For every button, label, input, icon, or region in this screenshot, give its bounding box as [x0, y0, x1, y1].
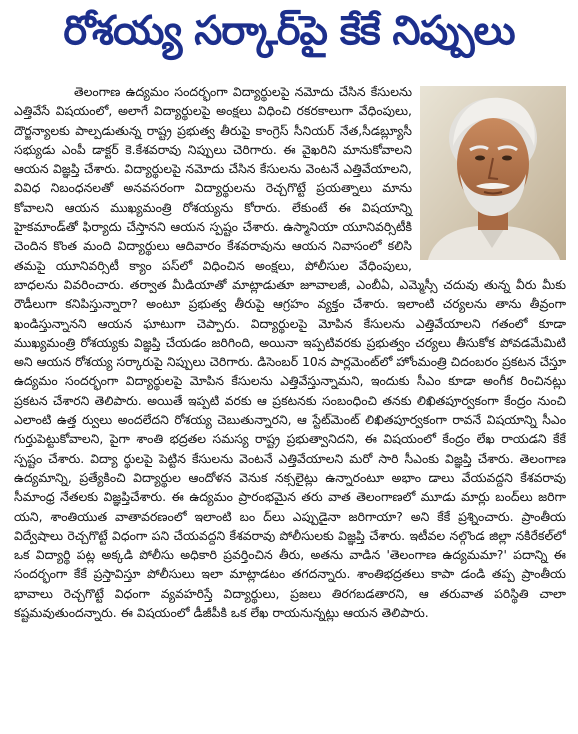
headline: రోశయ్య సర్కార్‌పై కేకే నిప్పులు [63, 8, 515, 54]
portrait-photo [420, 86, 566, 260]
article-text: తెలంగాణ ఉద్యమం సందర్భంగా విద్యార్థులపై నమోదు చేసిన కేసులను ఎత్తివేసే విషయంలో, అలాగే విద్యార్థులపై అంక్షలు విధించి రకరకాలుగా వేధింపులు, దౌర్జన్యాలకు పాల్పడుతున్న రాష్ట్ర ప్రభుత్వ తీరుపై కాంగ్రెస్ సీనియర్ నేత,సీడబ్ల్యూసీ సభ్యుడు ఎంపీ డాక్టర్ కె.కేశవరావు నిప్పులు చెరిగారు. ఈ వైఖరిని మానుకోవాలని ఆయన విజ్ఞప్తి చేశారు. విద్యార్థులపై నమోదు చేసిన కేసులను వెంటనే ఎత్తివేయాలని, వివిధ నిబంధనలతో అనవసరంగా విద్యార్థులను రెచ్చగొట్టే ప్రయత్నాలు మాను కోవాలని ఆయన ముఖ్యమంత్రి రోశయ్యను కోరారు. లేకుంటే ఈ విషయాన్ని హైకమాండ్‌తో ఫిర్యాదు చేస్తానని ఆయన స్పష్టం చేశారు. ఉస్మానియా యూనివర్సిటీకి చెందిన కొంత మంది విద్యార్థులు ఆదివారం కేశవరావును ఆయన నివాసంలో కలిసి తమపై యూనివర్సిటీ క్యాం పస్‌లో విధించిన అంక్షలు, పోలీసుల వేధింపులు, బాధలను వివరించారు. తర్వాత మీడియాతో మాట్లాడుతూ జూవాలజీ, ఎంబీఏ, ఎమ్మెస్సీ చదువు తున్న వీరు మీకు రౌడీలుగా కనిపిస్తున్నారా? అంటూ ప్రభుత్వ తీరుపై ఆగ్రహం వ్యక్తం చేశారు. ఇలాంటి చర్యలను తాను తీవ్రంగా ఖండిస్తున్నానని ఆయన ఘాటుగా చెప్పారు. విద్యార్థులపై మోపిన కేసులను ఎత్తివేయాలని గతంలో కూడా ముఖ్యమంత్రి రోశయ్యకు విజ్ఞప్తి చేయడం జరిగింది, అయినా ఇప్పటివరకు ప్రభుత్వం చర్యలు తీసుకోక పోవడమేమిటి అని ఆయన రోశయ్య సర్కారుపై నిప్పులు చెరిగారు. డిసెంబర్ 10న పార్లమెంట్‌లో హోంమంత్రి చిదంబరం ప్రకటన చేస్తూ ఉద్యమం సందర్భంగా విద్యార్థులపై మోపిన కేసులను ఎత్తివేస్తున్నామని, ఇందుకు సీఎం కూడా అంగీక రించినట్లు ప్రకటన చేశారని తెలిపారు. అయితే ఇప్పటి వరకు ఆ ప్రకటనకు సంబంధించి తనకు లిఖితపూర్వకంగా కేంద్రం నుంచి ఎలాంటి ఉత్త ర్వులు అందలేదని రోశయ్య చెబుతున్నారని, ఆ స్టేట్‌మెంట్ లిఖితపూర్వకంగా రావనే విషయాన్ని సీఎం గుర్తుపెట్టుకోవాలని, పైగా శాంతి భద్రతల సమస్య రాష్ట్ర ప్రభుత్వానిదని, ఈ విషయంలో కేంద్రం లేఖ రాయడని కేకే స్పష్టం చేశారు. విద్యా ర్థులపై పెట్టిన కేసులను వెంటనే ఎత్తివేయాలని మరో సారి సీఎంకు విజ్ఞప్తి చేశారు. తెలంగాణ ఉద్యమాన్ని, ప్రత్యేకించి విద్యార్థుల ఆందోళన వెనుక నక్సలైట్లు ఉన్నారంటూ అభాం డాలు వేయవద్దని కేశవరావు సీమాంధ్ర నేతలకు విజ్ఞప్తిచేశారు. ఈ ఉద్యమం ప్రారంభమైన తరు వాత తెలంగాణలో మూడు మార్లు బంద్‌లు జరిగా యని, శాంతియుత వాతావరణంలో ఇలాంటి బం ద్‌లు ఎప్పుడైనా జరిగాయా? అని కేకే ప్రశ్నించారు. ప్రాంతీయ విద్వేషాలు రెచ్చగొట్టే విధంగా పని చేయవద్దని కేశవరావు పోలీసులకు విజ్ఞప్తి చేశారు. ఇటీవల నల్గొండ జిల్లా నకిరేకల్‌లో ఒక విద్యార్థి పట్ల అక్కడి పోలీసు అధికారి ప్రవర్తించిన తీరు, అతను వాడిన 'తెలంగాణ ఉద్యమమా?' పదాన్ని ఈ సందర్భంగా కేకే ప్రస్తావిస్తూ పోలీసులు ఇలా మాట్లాడటం తగదన్నారు. శాంతిభద్రతలు కాపా డండి తప్ప ప్రాంతీయ భావాలు రెచ్చగొట్టే విధంగా వ్యవహరిస్తే విద్యార్థులు, ప్రజలు తిరగబడతారని, ఆ తరువాత పరిస్థితి చాలా కష్టమవుతుందన్నారు. ఈ విషయంలో డీజీపీకి ఒక లేఖ రాయనున్నట్లు ఆయన తెలిపారు. [14, 84, 566, 621]
portrait-photo-icon [420, 86, 566, 260]
article-body [14, 82, 566, 726]
